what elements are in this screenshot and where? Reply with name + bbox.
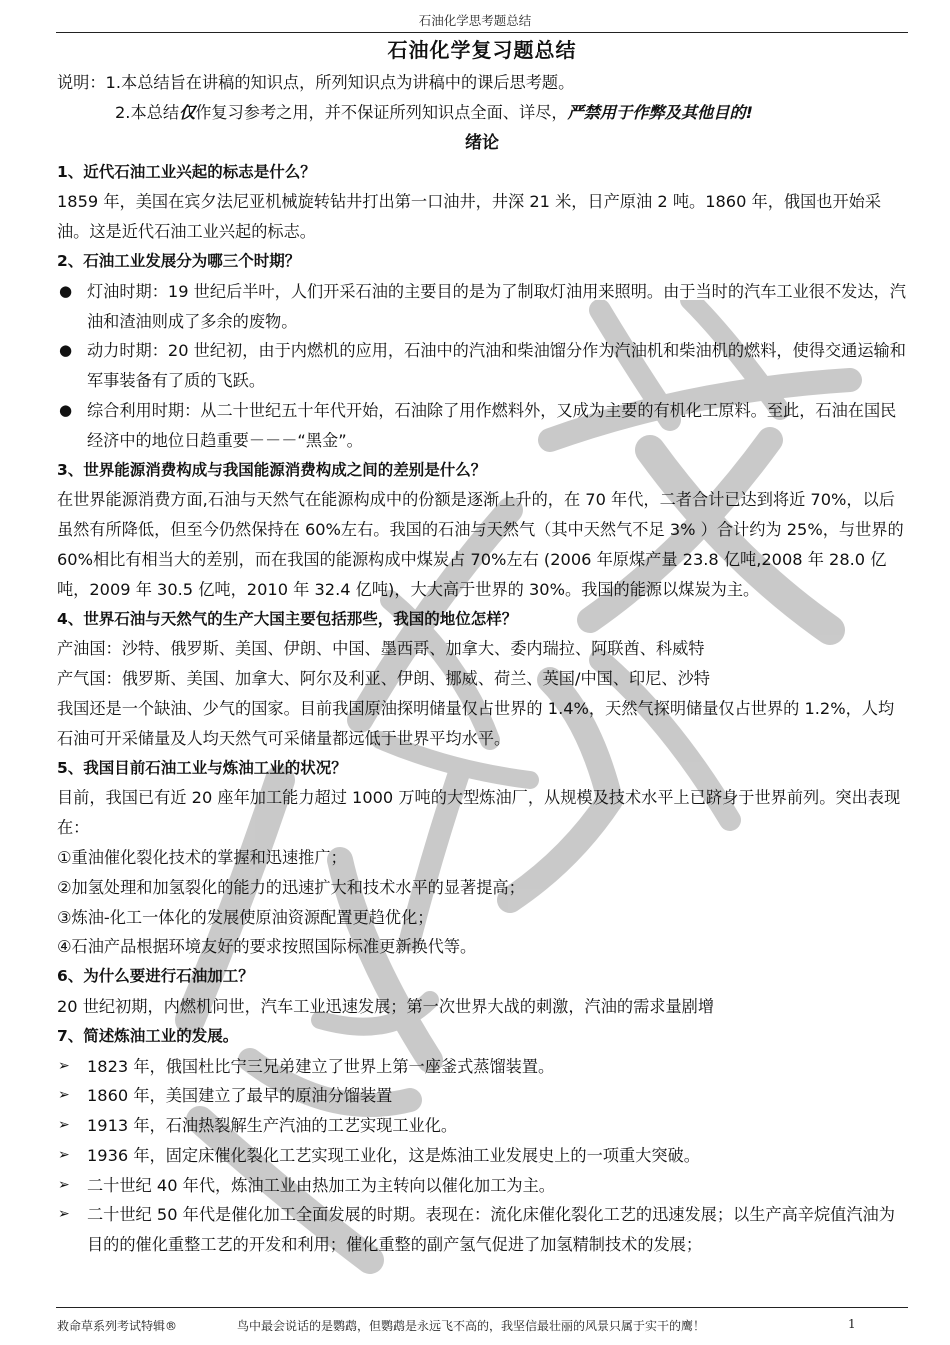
note-line-2-warning: 严禁用于作弊及其他目的! <box>567 102 753 122</box>
question-heading: 5、我国目前石油工业与炼油工业的状况？ <box>57 758 347 777</box>
bullet-list <box>57 277 907 456</box>
header-rule <box>56 32 908 33</box>
answer-paragraph: ④石油产品根据环境友好的要求按照国际标准更新换代等。 <box>57 937 477 957</box>
note-line-2-b: 作复习参考之用，并不保证所列知识点全面、详尽， <box>195 102 568 122</box>
arrow-right-icon: ➢ <box>58 1057 70 1074</box>
note-line-2-a: 2.本总结 <box>115 102 180 122</box>
answer-paragraph: 目前，我国已有近 20 座年加工能力超过 1000 万吨的大型炼油厂，从规模及技术水平上已跻身于世界前列。突出表现在： <box>57 788 901 838</box>
footer-rule <box>56 1307 908 1308</box>
list-item <box>57 1111 907 1141</box>
arrow-right-icon: ➢ <box>58 1176 70 1193</box>
arrow-right-icon: ➢ <box>58 1087 70 1104</box>
list-item-text: 二十世纪 40 年代，炼油工业由热加工为主转向以催化加工为主。 <box>87 1175 555 1195</box>
bullet-dot-icon: ● <box>59 400 73 419</box>
list-item-text: 二十世纪 50 年代是催化加工全面发展的时期。表现在：流化床催化裂化工艺的迅速发展；以生产高辛烷值汽油为目的的催化重整工艺的开发和利用；催化重整的副产氢气促进了加氢精制技术的发展； <box>87 1205 895 1255</box>
question-heading: 1、近代石油工业兴起的标志是什么？ <box>57 162 316 181</box>
answer-paragraph: 产油国：沙特、俄罗斯、美国、伊朗、中国、墨西哥、加拿大、委内瑞拉、阿联酋、科威特 <box>57 639 705 659</box>
section-heading: 绪论 <box>465 132 499 153</box>
list-item-text: 灯油时期：19 世纪后半叶，人们开采石油的主要目的是为了制取灯油用来照明。由于当时的汽车工业很不发达，汽油和渣油则成了多余的废物。 <box>87 281 906 331</box>
list-item-text: 1860 年，美国建立了最早的原油分馏装置 <box>87 1086 393 1106</box>
list-item-text: 1823 年，俄国杜比宁三兄弟建立了世界上第一座釜式蒸馏装置。 <box>87 1056 555 1076</box>
document-title: 石油化学复习题总结 <box>387 38 577 62</box>
bullet-dot-icon: ● <box>59 281 73 300</box>
arrow-right-icon: ➢ <box>58 1146 70 1163</box>
answer-paragraph: ②加氢处理和加氢裂化的能力的迅速扩大和技术水平的显著提高； <box>57 877 525 897</box>
list-item-text: 1913 年，石油热裂解生产汽油的工艺实现工业化。 <box>87 1116 458 1136</box>
page-number: 1 <box>848 1317 856 1331</box>
page-header: 石油化学思考题总结 <box>418 13 532 28</box>
list-item <box>57 1052 907 1082</box>
list-item <box>57 1081 907 1111</box>
arrow-right-icon: ➢ <box>58 1117 70 1134</box>
note-line-1: 说明：1.本总结旨在讲稿的知识点，所列知识点为讲稿中的课后思考题。 <box>57 73 575 92</box>
answer-paragraph: 我国还是一个缺油、少气的国家。目前我国原油探明储量仅占世界的 1.4%，天然气探明储量仅占世界的 1.2%，人均石油可开采储量及人均天然气可采储量都远低于世界平均水平。 <box>57 698 895 748</box>
list-item <box>57 1200 907 1260</box>
content <box>57 36 907 1260</box>
note-line-2-emphasis: 仅 <box>179 102 196 122</box>
note-line-2 <box>57 98 907 128</box>
question-heading: 7、简述炼油工业的发展。 <box>57 1026 239 1045</box>
list-item-text: 1936 年，固定床催化裂化工艺实现工业化，这是炼油工业发展史上的一项重大突破。 <box>87 1145 700 1165</box>
footer-motto: 鸟中最会说话的是鹦鹉，但鹦鹉是永远飞不高的，我坚信最壮丽的风景只属于实干的鹰！ <box>237 1319 706 1333</box>
list-item <box>57 1171 907 1201</box>
answer-paragraph: ①重油催化裂化技术的掌握和迅速推广； <box>57 847 347 867</box>
answer-paragraph: ③炼油-化工一体化的发展使原油资源配置更趋优化； <box>57 907 434 927</box>
list-item <box>57 336 907 396</box>
answer-paragraph: 20 世纪初期，内燃机问世，汽车工业迅速发展；第一次世界大战的刺激，汽油的需求量剧增 <box>57 996 715 1016</box>
list-item <box>57 1141 907 1171</box>
bullet-dot-icon: ● <box>59 341 73 360</box>
answer-paragraph: 在世界能源消费方面,石油与天然气在能源构成中的份额是逐渐上升的，在 70 年代，二者合计已达到将近 70%，以后虽然有所降低，但至今仍然保持在 60%左右。我国的石油与天然气（其中天然气不足 3% ）合计约为 25%，与世界的 60%相比有相当大的差别，而在我国的能源构成中煤炭占 70%左右 (2006 年原煤产量 23.8 亿吨,2008 年 28.0 亿吨，2009 年 30.5 亿吨，2010 年 32.4 亿吨)，大大高于世界的 30%。我国的能源以煤炭为主。 <box>57 490 904 599</box>
list-item <box>57 396 907 456</box>
list-item-text: 动力时期：20 世纪初，由于内燃机的应用，石油中的汽油和柴油馏分作为汽油机和柴油机的燃料，使得交通运输和军事装备有了质的飞跃。 <box>87 341 906 391</box>
question-heading: 3、世界能源消费构成与我国能源消费构成之间的差别是什么？ <box>57 460 487 479</box>
question-heading: 4、世界石油与天然气的生产大国主要包括那些，我国的地位怎样？ <box>57 609 518 628</box>
list-item-text: 综合利用时期：从二十世纪五十年代开始，石油除了用作燃料外，又成为主要的有机化工原料。至此，石油在国民经济中的地位日趋重要－－－“黑金”。 <box>87 400 897 450</box>
arrow-right-icon: ➢ <box>58 1206 70 1223</box>
answer-paragraph: 1859 年，美国在宾夕法尼亚机械旋转钻井打出第一口油井，井深 21 米，日产原油 2 吨。1860 年，俄国也开始采油。这是近代石油工业兴起的标志。 <box>57 192 882 242</box>
list-item <box>57 277 907 337</box>
answer-paragraph: 产气国：俄罗斯、美国、加拿大、阿尔及利亚、伊朗、挪威、荷兰、英国/中国、印尼、沙特 <box>57 669 710 689</box>
footer-series: 救命草系列考试特辑® <box>57 1319 178 1333</box>
question-heading: 2、石油工业发展分为哪三个时期？ <box>57 251 301 270</box>
arrow-list <box>57 1052 907 1261</box>
question-heading: 6、为什么要进行石油加工？ <box>57 967 254 986</box>
